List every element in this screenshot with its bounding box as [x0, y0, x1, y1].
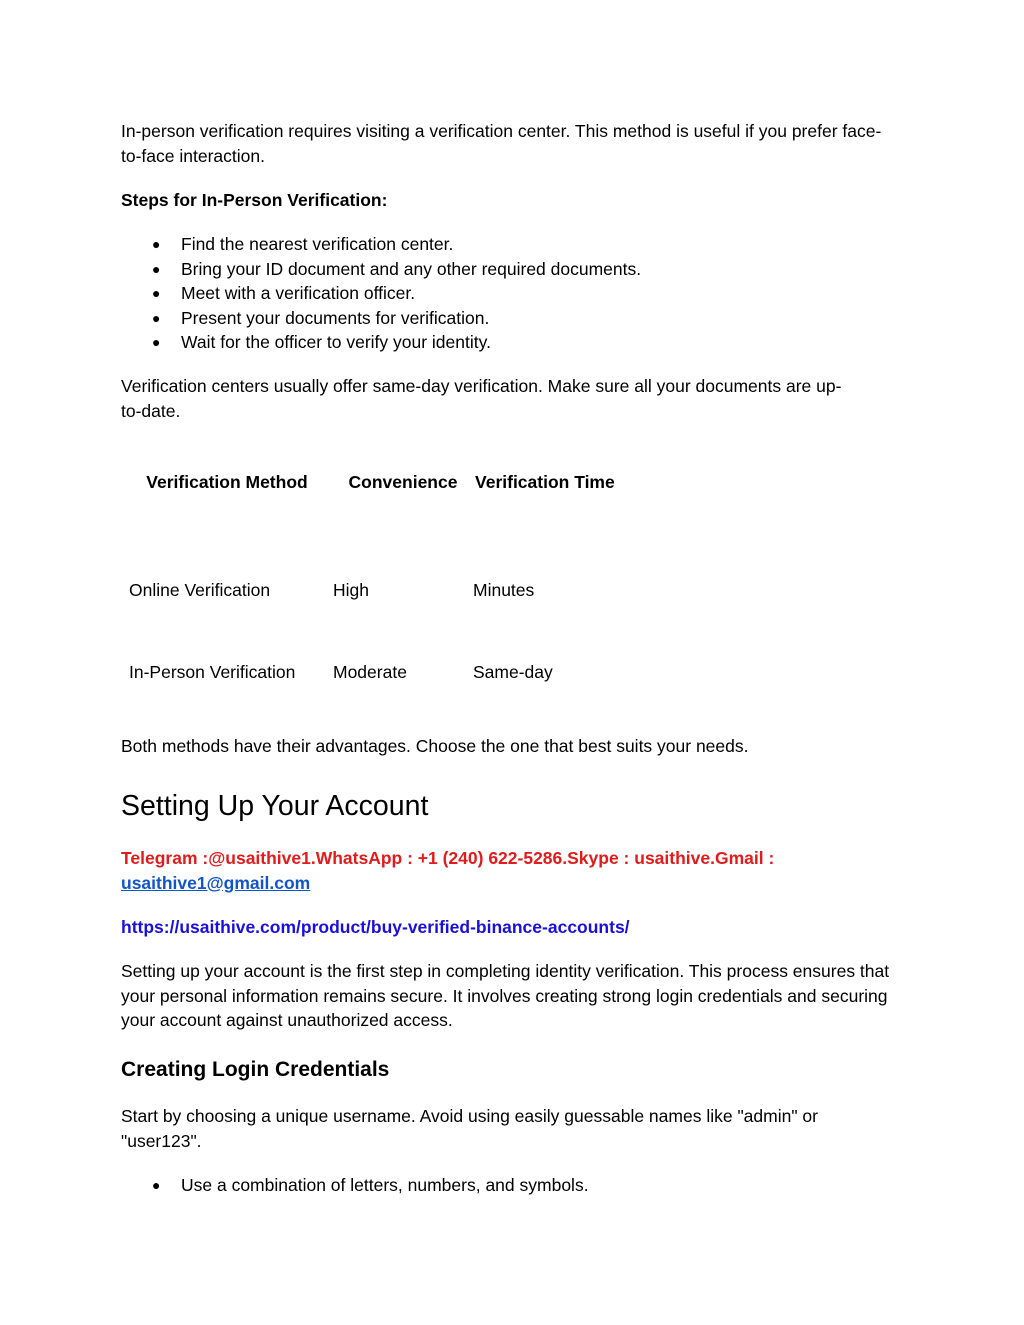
same-day-paragraph: Verification centers usually offer same-day verification. Make sure all your documents are up-to-date. — [121, 376, 842, 421]
table-cell: Minutes — [473, 580, 535, 600]
contact-text: Telegram :@usaithive1.WhatsApp : +1 (240) 622-5286.Skype : usaithive.Gmail : — [121, 848, 775, 868]
table-header: Verification Time — [475, 472, 615, 492]
list-item: ● Find the nearest verification center. — [121, 232, 641, 257]
list-item: ● Use a combination of letters, numbers, and symbols. — [121, 1173, 589, 1198]
bullet-icon: ● — [152, 1177, 161, 1193]
list-item: ● Wait for the officer to verify your identity. — [121, 330, 641, 355]
table-cell: In-Person Verification — [129, 662, 296, 682]
table-row — [121, 660, 645, 742]
contact-line — [121, 846, 901, 895]
subsection-title: Creating Login Credentials — [121, 1058, 390, 1081]
steps-heading: Steps for In-Person Verification: — [121, 190, 388, 210]
bullet-icon: ● — [152, 334, 161, 350]
summary-paragraph: Both methods have their advantages. Choose the one that best suits your needs. — [121, 736, 749, 756]
table-cell: High — [333, 580, 369, 600]
product-link-line — [121, 915, 901, 940]
bullet-icon: ● — [152, 285, 161, 301]
subsection-body: Start by choosing a unique username. Avoid using easily guessable names like "admin" or "user123". — [121, 1106, 818, 1151]
table-row — [121, 578, 645, 660]
email-link[interactable]: usaithive1@gmail.com — [121, 872, 311, 893]
bullet-icon: ● — [152, 260, 161, 277]
product-link[interactable]: https://usaithive.com/product/buy-verified-binance-accounts/ — [121, 917, 630, 937]
table-header: Convenience — [348, 472, 458, 492]
steps-list — [121, 232, 641, 355]
table-cell: Same-day — [473, 662, 553, 682]
section-title: Setting Up Your Account — [121, 790, 429, 822]
table-header-row — [121, 470, 645, 578]
table-cell: Online Verification — [129, 580, 271, 600]
verification-table — [121, 470, 645, 742]
table-header: Verification Method — [146, 472, 308, 492]
list-item: ● Meet with a verification officer. — [121, 281, 641, 306]
list-item: ● Present your documents for verification. — [121, 306, 641, 331]
credentials-list — [121, 1173, 589, 1198]
bullet-icon: ● — [152, 236, 161, 252]
table-cell: Moderate — [333, 662, 407, 682]
intro-paragraph: In-person verification requires visiting a verification center. This method is useful if you prefer face-to-face interaction. — [121, 121, 882, 166]
bullet-icon: ● — [152, 309, 161, 326]
list-item: ● Bring your ID document and any other required documents. — [121, 257, 641, 282]
section-body: Setting up your account is the first step in completing identity verification. This process ensures that your personal information remains secure. It involves creating strong login credentials and securing your account against unauthorized access. — [121, 961, 890, 1030]
